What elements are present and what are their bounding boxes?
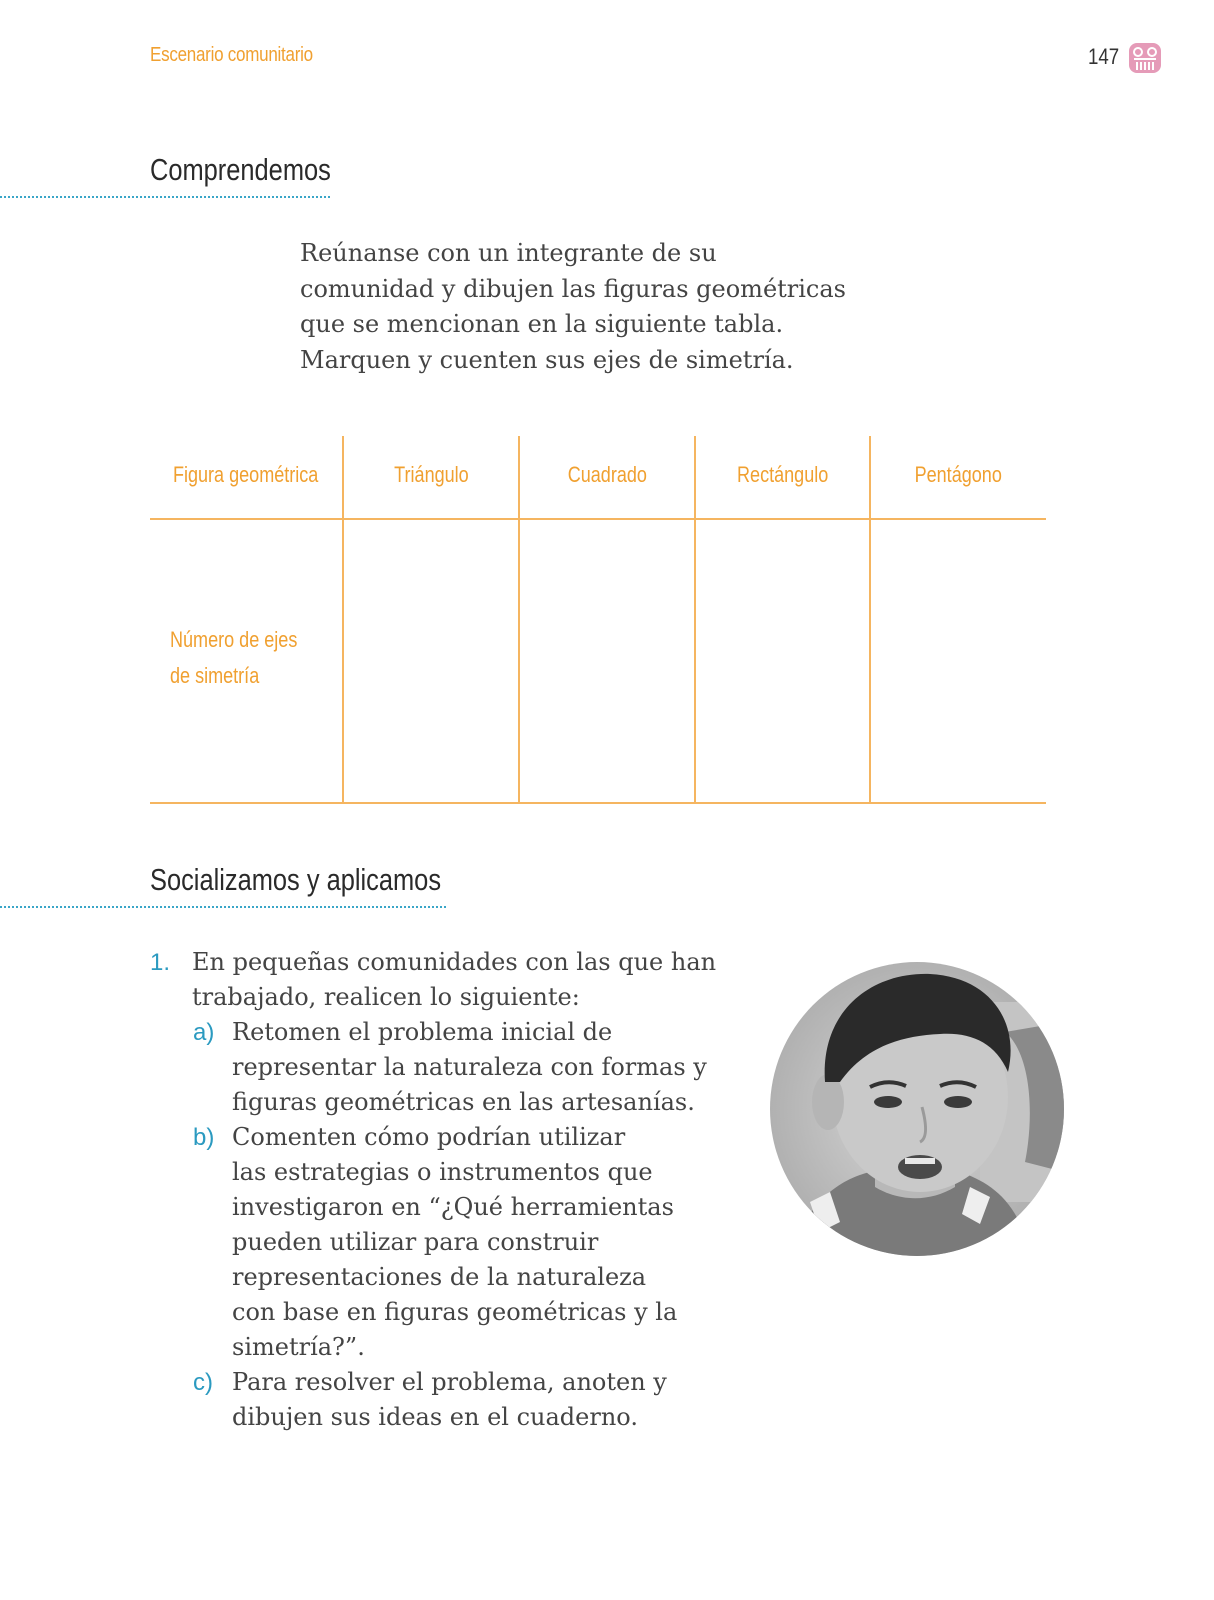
item-text: En pequeñas comunidades con las que han trabajado, realicen lo siguiente: bbox=[192, 948, 717, 1011]
subitem-letter: b) bbox=[193, 1124, 215, 1151]
answer-cell-rectangulo[interactable] bbox=[696, 520, 869, 802]
section-heading-comprendemos: Comprendemos bbox=[150, 152, 331, 187]
student-photo bbox=[770, 962, 1064, 1256]
glyph-icon bbox=[1128, 42, 1162, 74]
activity-list bbox=[150, 945, 750, 1435]
table-header-cell: Pentágono bbox=[914, 462, 1003, 487]
subitem-c: c) Para resolver el problema, anoten y dibujen sus ideas en el cuaderno. bbox=[232, 1365, 750, 1435]
intro-line: Reúnanse con un integrante de su bbox=[300, 239, 717, 267]
page-number: 147 bbox=[1088, 44, 1120, 69]
running-head: Escenario comunitario bbox=[150, 44, 313, 66]
table-row-label: Número de ejes de simetría bbox=[170, 627, 298, 688]
subitem-letter: a) bbox=[193, 1019, 215, 1046]
intro-paragraph bbox=[300, 236, 900, 378]
table-header-cell: Rectángulo bbox=[736, 462, 829, 487]
heading-divider bbox=[0, 906, 446, 908]
answer-cell-cuadrado[interactable] bbox=[520, 520, 694, 802]
table-header-cell: Cuadrado bbox=[567, 462, 647, 487]
heading-divider bbox=[0, 196, 330, 198]
table-header-cell: Figura geométrica bbox=[173, 462, 319, 487]
answer-cell-pentagono[interactable] bbox=[871, 520, 1046, 802]
intro-line: comunidad y dibujen las figuras geométricas bbox=[300, 274, 846, 303]
intro-line: que se mencionan en la siguiente tabla. bbox=[300, 310, 784, 338]
table-header-cell: Triángulo bbox=[393, 462, 469, 487]
answer-cell-triangulo[interactable] bbox=[344, 520, 518, 802]
intro-line: Marquen y cuenten sus ejes de simetría. bbox=[300, 345, 794, 374]
table-bottom-rule bbox=[150, 802, 1046, 804]
subitem-letter: c) bbox=[193, 1369, 213, 1396]
subitem-a: a) Retomen el problema inicial de representar la naturaleza con formas y figuras geométricas en las artesanías. bbox=[232, 1015, 750, 1120]
section-heading-socializamos: Socializamos y aplicamos bbox=[150, 862, 442, 897]
subitem-b: b) Comenten cómo podrían utilizar las estrategias o instrumentos que investigaron en “¿Qué herramientas pueden utilizar para construir representaciones de la naturaleza con base en figuras geométricas y la simetría?”. bbox=[232, 1120, 750, 1365]
item-number: 1. bbox=[150, 949, 171, 976]
